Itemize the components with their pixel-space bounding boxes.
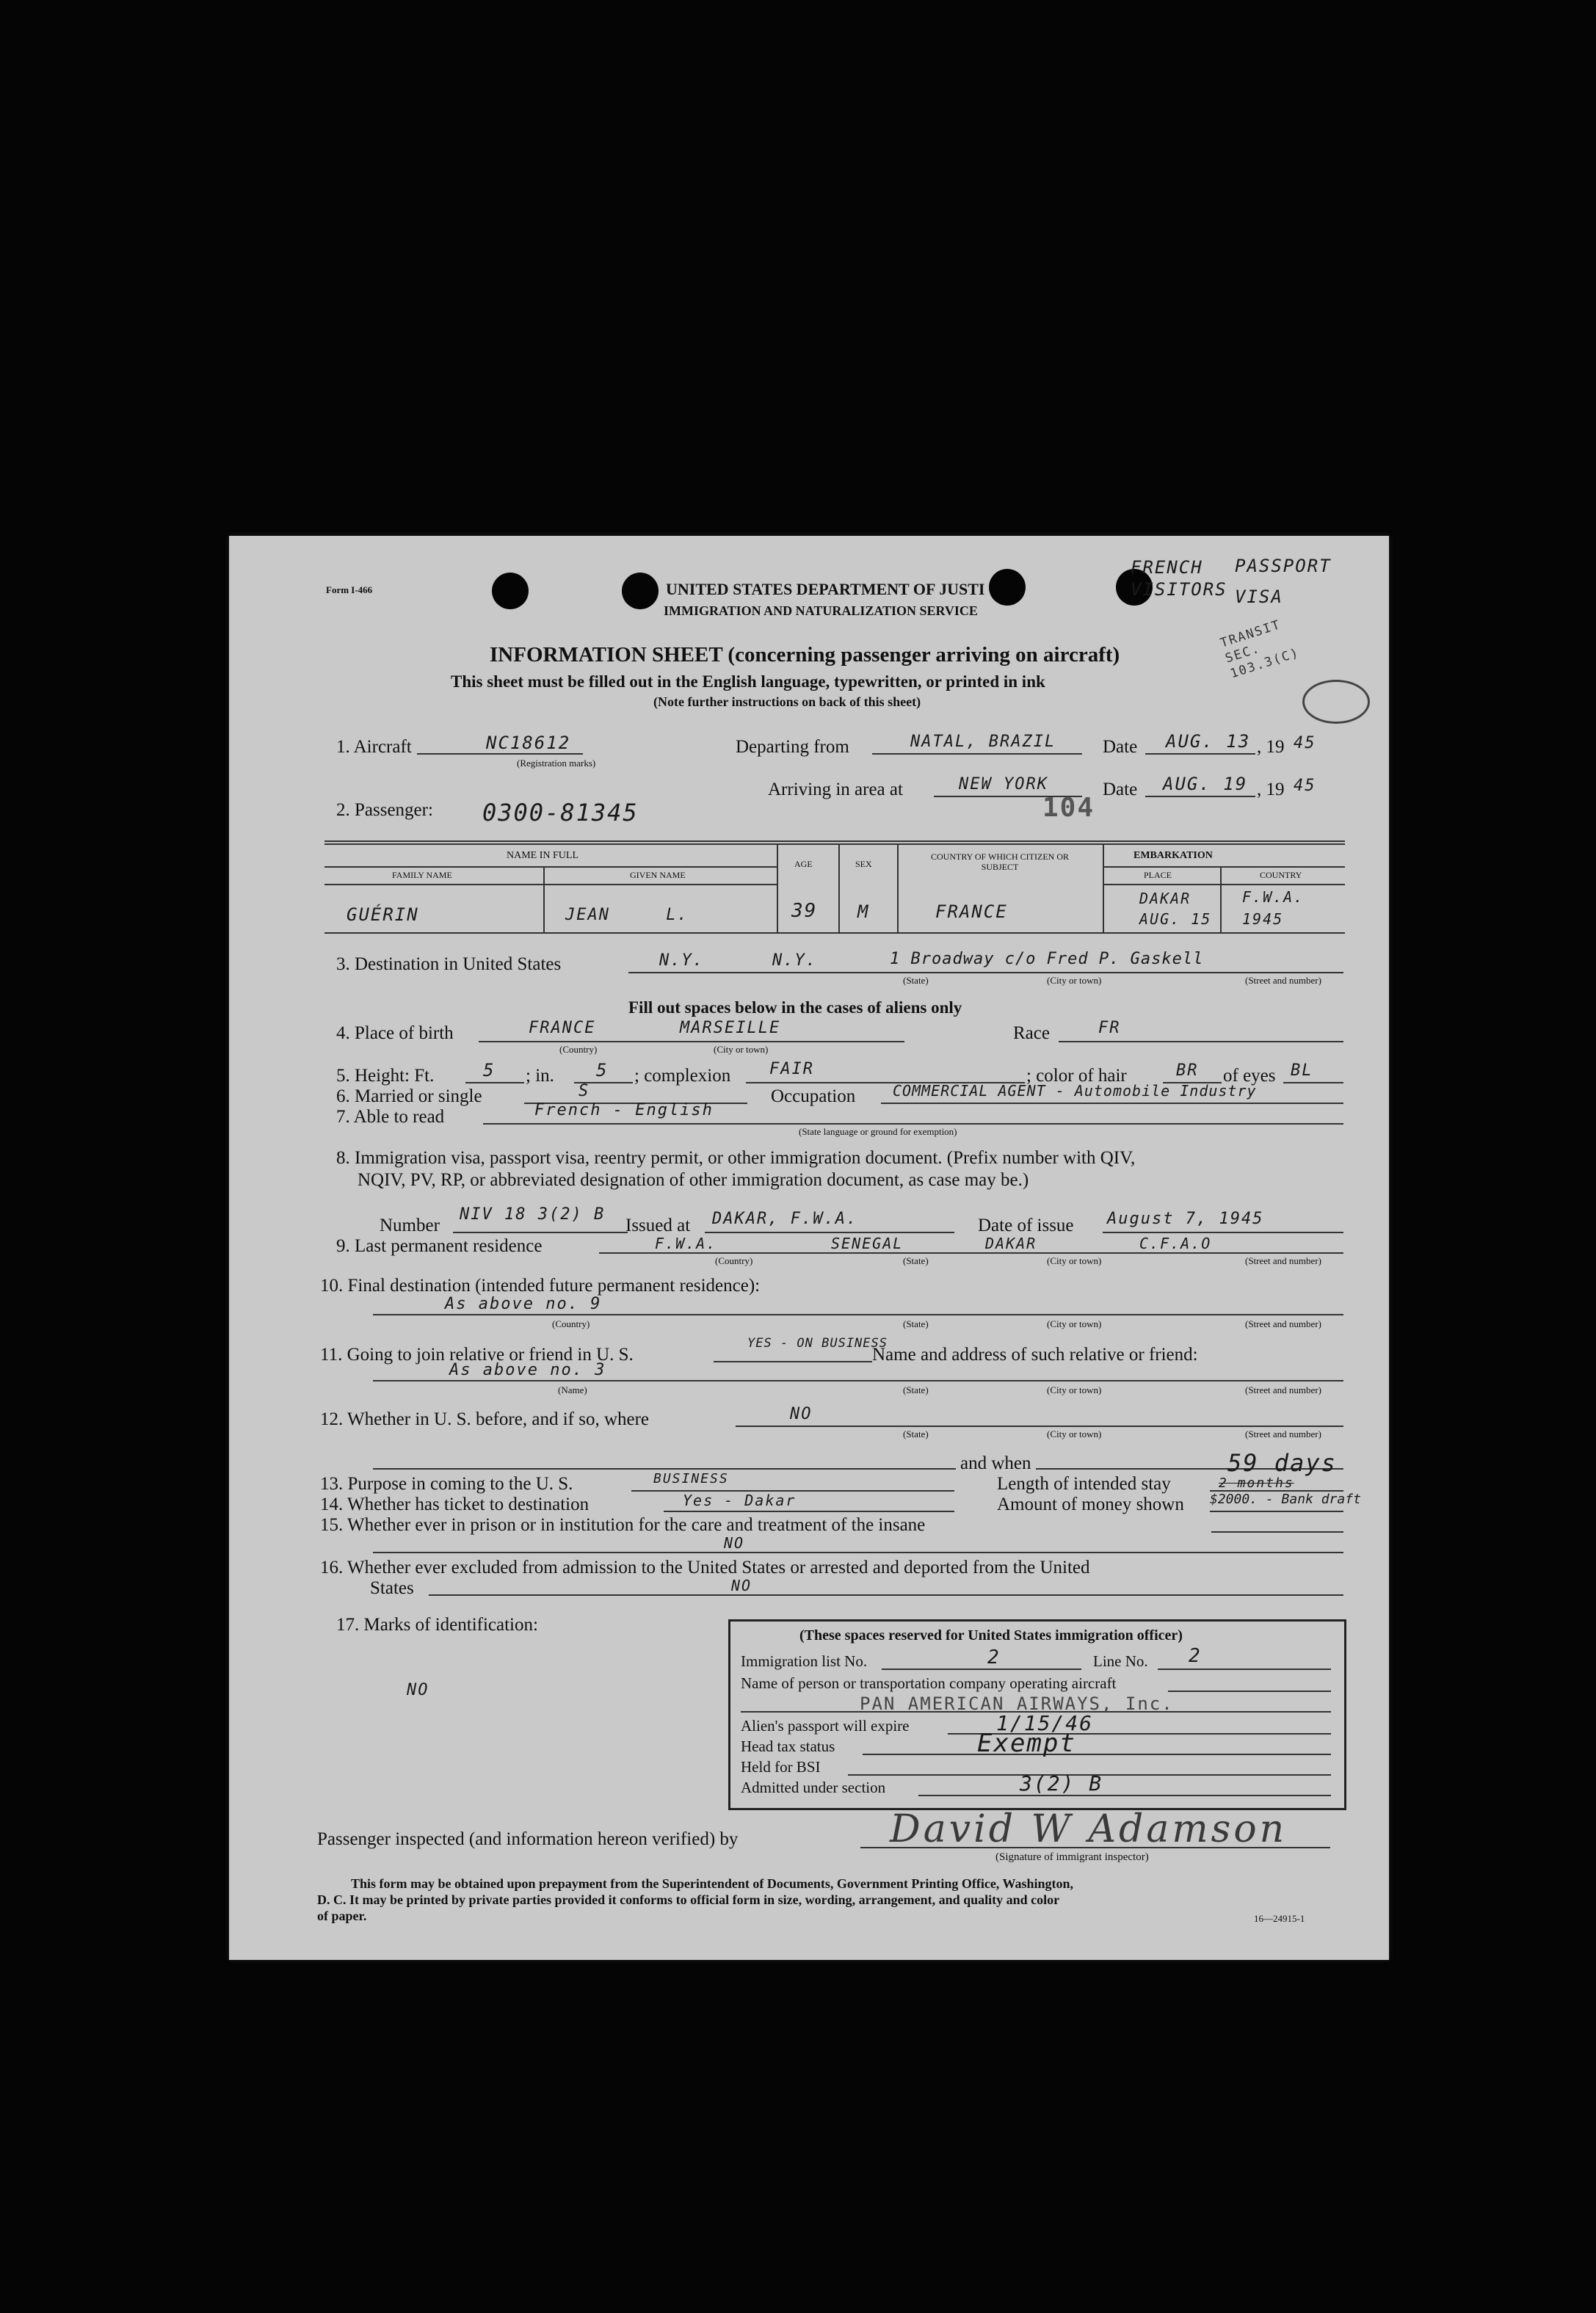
head-tax-value: Exempt [977,1729,1076,1758]
officer-box [728,1619,1346,1810]
sheet-note: (Note further instructions on back of this sheet) [653,694,921,709]
hair-color-label: ; color of hair [1026,1066,1127,1086]
height-inches-label: ; in. [526,1066,554,1086]
service-name: IMMIGRATION AND NATURALIZATION SERVICE [664,603,978,618]
family-name-header: FAMILY NAME [392,870,452,880]
arrive-date-value: AUG. 19 [1163,774,1248,794]
aircraft-value: NC18612 [486,733,571,753]
passenger-number: 0300-81345 [482,799,639,827]
company-label: Name of person or transportation company operating aircraft [741,1674,1117,1692]
destination-label: 3. Destination in United States [336,954,562,974]
purpose-value: BUSINESS [653,1471,729,1486]
ticket-value: Yes - Dakar [683,1492,797,1509]
depart-date-value: AUG. 13 [1166,731,1251,752]
sex-value: M [857,901,870,922]
last-residence-label: 9. Last permanent residence [336,1236,543,1256]
height-feet-label: 5. Height: Ft. [336,1066,435,1086]
stay-length-label: Length of intended stay [997,1474,1171,1494]
information-sheet [229,536,1389,1960]
last-residence-street: C.F.A.O [1139,1235,1212,1252]
embarkation-place-value: DAKAR [1139,890,1191,907]
footer-line-3: of paper. [317,1909,367,1923]
inspection-label: Passenger inspected (and information hereon verified) by [317,1829,739,1849]
marital-status-label: 6. Married or single [336,1086,482,1106]
issued-at-value: DAKAR, F.W.A. [712,1210,858,1228]
final-country-caption: (Country) [552,1318,590,1329]
departing-value: NATAL, BRAZIL [910,733,1056,751]
money-value: $2000. - Bank draft [1210,1492,1361,1507]
occupation-value: COMMERCIAL AGENT - Automobile Industry [893,1082,1257,1100]
occupation-label: Occupation [771,1086,856,1106]
final-city-caption: (City or town) [1047,1318,1102,1329]
last-residence-city-caption: (City or town) [1047,1255,1102,1266]
final-state-caption: (State) [903,1318,929,1329]
destination-city: N.Y. [772,951,817,970]
depart-year-prefix: , 19 [1257,737,1285,757]
previous-street-caption: (Street and number) [1245,1428,1321,1439]
relative-city-caption: (City or town) [1047,1384,1102,1395]
issue-date-label: Date of issue [978,1216,1074,1235]
inspector-signature: David W Adamson [890,1807,1288,1851]
join-relative-value: YES - ON BUSINESS [747,1336,888,1351]
hair-color-value: BR [1176,1061,1199,1080]
last-residence-state-caption: (State) [903,1255,929,1266]
last-residence-city: DAKAR [985,1235,1037,1252]
arrive-date-label: Date [1103,780,1138,799]
immigration-doc-text-1: 8. Immigration visa, passport visa, reentry permit, or other immigration document. (Prefix number with QIV, [336,1148,1136,1168]
issue-date-value: August 7, 1945 [1107,1210,1264,1228]
line-number-label: Line No. [1093,1652,1148,1670]
visa-number-value: NIV 18 3(2) B [460,1205,606,1224]
issued-at-label: Issued at [625,1216,691,1235]
admitted-section-value: 3(2) B [1020,1771,1103,1795]
purpose-label: 13. Purpose in coming to the U. S. [320,1474,573,1494]
previous-city-caption: (City or town) [1047,1428,1102,1439]
passenger-label: 2. Passenger: [336,800,433,820]
arrive-year-value: 45 [1294,777,1316,795]
arriving-label: Arriving in area at [768,780,903,799]
arrive-year-prefix: , 19 [1257,780,1285,799]
prison-value: NO [724,1534,745,1552]
punch-hole [989,569,1026,606]
annotation-french-visitors: FRENCH VISITORS [1131,557,1227,600]
when-label: and when [956,1453,1036,1474]
visa-number-label: Number [380,1216,440,1235]
officer-box-heading: (These spaces reserved for United States immigration officer) [799,1627,1183,1644]
admitted-section-label: Admitted under section [741,1779,886,1796]
punch-hole [492,573,529,609]
destination-street-caption: (Street and number) [1245,975,1321,986]
department-name: UNITED STATES DEPARTMENT OF JUSTI [666,580,985,598]
final-street-caption: (Street and number) [1245,1318,1321,1329]
country-citizen-header: COUNTRY OF WHICH CITIZEN OR SUBJECT [931,852,1069,872]
signature-caption: (Signature of immigrant inspector) [995,1851,1149,1863]
birth-city-caption: (City or town) [714,1044,769,1055]
previous-visit-value: NO [790,1405,813,1423]
birthplace-label: 4. Place of birth [336,1023,454,1043]
relative-address-label: Name and address of such relative or friend: [872,1345,1198,1365]
complexion-label: ; complexion [634,1066,731,1086]
arriving-value: NEW YORK [959,775,1048,794]
relative-state-caption: (State) [903,1384,929,1395]
footer-line-1: This form may be obtained upon prepayment from the Superintendent of Documents, Government Printing Office, Washington, [351,1876,1074,1891]
eyes-label: of eyes [1223,1066,1276,1086]
final-destination-value: As above no. 9 [445,1295,602,1313]
stay-length-crossed: 2 months [1219,1475,1294,1491]
destination-city-caption: (City or town) [1047,975,1102,986]
name-in-full-header: NAME IN FULL [507,850,578,861]
destination-street: 1 Broadway c/o Fred P. Gaskell [890,950,1204,968]
excluded-value: NO [731,1577,752,1594]
punch-hole [622,573,659,609]
registration-caption: (Registration marks) [517,758,596,769]
height-inches-value: 5 [596,1060,609,1081]
race-value: FR [1098,1019,1121,1037]
passenger-stamp-number: 104 [1042,793,1095,823]
money-label: Amount of money shown [997,1495,1184,1514]
aircraft-label: 1. Aircraft [336,737,412,757]
ink-circle [1302,680,1370,724]
footer-line-2: D. C. It may be printed by private parties provided it conforms to official form in size, wording, arrangement, and quality and color [317,1892,1060,1907]
prison-label: 15. Whether ever in prison or in institution for the care and treatment of the insane [320,1515,926,1535]
destination-state: N.Y. [659,951,704,970]
join-relative-label: 11. Going to join relative or friend in U. S. [320,1345,634,1365]
family-name-value: GUÉRIN [347,904,419,925]
previous-visit-label: 12. Whether in U. S. before, and if so, where [320,1409,650,1429]
sheet-title: INFORMATION SHEET (concerning passenger arriving on aircraft) [490,643,1120,667]
read-caption: (State language or ground for exemption) [799,1126,957,1137]
ticket-label: 14. Whether has ticket to destination [320,1495,590,1514]
destination-state-caption: (State) [903,975,929,986]
passport-expire-value: 1/15/46 [996,1711,1094,1735]
sheet-instruction: This sheet must be filled out in the English language, typewritten, or printed in ink [451,672,1045,691]
birth-country-value: FRANCE [529,1019,596,1037]
marital-status-value: S [578,1082,590,1100]
transit-stamp: TRANSIT SEC. 103.3(C) [1218,617,1302,682]
birth-country-caption: (Country) [559,1044,598,1055]
eyes-value: BL [1291,1061,1313,1080]
last-residence-state: SENEGAL [831,1235,904,1252]
relative-street-caption: (Street and number) [1245,1384,1321,1395]
place-header: PLACE [1144,870,1172,880]
previous-state-caption: (State) [903,1428,929,1439]
departing-label: Departing from [736,737,849,757]
footer-code: 16—24915-1 [1254,1913,1305,1924]
relative-name-caption: (Name) [558,1384,587,1395]
emb-country-header: COUNTRY [1260,870,1302,880]
embarkation-year-value: 1945 [1242,910,1284,928]
height-feet-value: 5 [483,1060,496,1081]
depart-date-label: Date [1103,737,1138,757]
embarkation-header: EMBARKATION [1133,850,1213,861]
final-destination-label: 10. Final destination (intended future permanent residence): [320,1276,761,1296]
birth-city-value: MARSEILLE [680,1019,781,1037]
passport-expire-label: Alien's passport will expire [741,1717,910,1735]
embarkation-country-value: F.W.A. [1242,888,1305,906]
last-residence-country: F.W.A. [655,1235,717,1252]
excluded-label-1: 16. Whether ever excluded from admission to the United States or arrested and deported from the United [320,1558,1090,1577]
age-value: 39 [791,900,818,922]
annotation-passport-visa: PASSPORT VISA [1235,556,1332,607]
race-label: Race [1013,1023,1050,1043]
complexion-value: FAIR [769,1060,814,1078]
company-value: PAN AMERICAN AIRWAYS, Inc. [860,1693,1174,1714]
read-label: 7. Able to read [336,1107,445,1127]
form-number: Form I-466 [326,584,373,595]
immigration-list-value: 2 [987,1646,1001,1669]
identification-marks-value: NO [407,1681,429,1699]
depart-year-value: 45 [1294,734,1316,752]
immigration-list-label: Immigration list No. [741,1652,868,1670]
citizenship-value: FRANCE [935,901,1008,922]
embarkation-date-value: AUG. 15 [1139,910,1212,928]
relative-address-value: As above no. 3 [449,1361,606,1379]
bsi-label: Held for BSI [741,1758,821,1776]
head-tax-label: Head tax status [741,1738,835,1755]
given-name-header: GIVEN NAME [630,870,686,880]
line-number-value: 2 [1189,1645,1202,1667]
excluded-label-2: States [370,1578,414,1598]
last-residence-street-caption: (Street and number) [1245,1255,1321,1266]
aliens-heading: Fill out spaces below in the cases of aliens only [628,998,962,1017]
stay-length-value: 59 days [1227,1449,1337,1477]
last-residence-country-caption: (Country) [715,1255,753,1266]
immigration-doc-text-2: NQIV, PV, RP, or abbreviated designation of other immigration document, as case may be.) [358,1170,1029,1190]
sex-header: SEX [855,859,872,869]
given-name-value: JEAN L. [565,906,689,924]
identification-marks-label: 17. Marks of identification: [336,1615,538,1635]
read-value: French - English [534,1101,714,1119]
age-header: AGE [794,859,813,869]
